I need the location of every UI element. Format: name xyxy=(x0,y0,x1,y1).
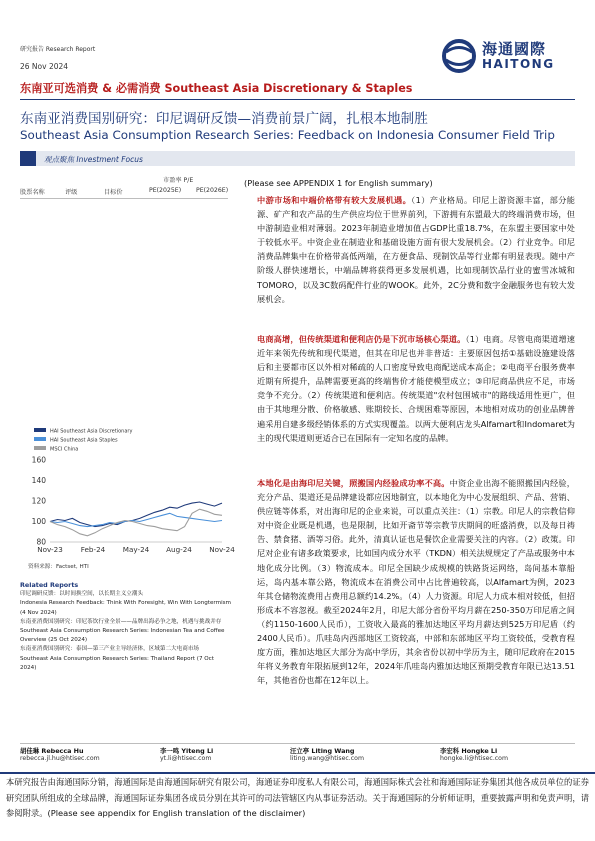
analyst-block xyxy=(160,746,213,762)
related-item[interactable]: 东南亚消费国别研究：泰国—第三产业主导经济体，区域第二大电商市场 xyxy=(20,646,200,653)
x-tick-label: Nov-23 xyxy=(37,545,63,554)
legend-label: HAI Southeast Asia Staples xyxy=(50,437,118,444)
haitong-logo-icon xyxy=(442,39,476,73)
report-date: 26 Nov 2024 xyxy=(20,62,69,71)
paragraph-2-heading: 电商高增，但传统渠道和便利店仍是下沉市场核心渠道。 xyxy=(257,334,466,344)
paragraph-3-text: 中资企业出海不能照搬国内经验，充分产品、渠道还是品牌建设都应因地制宜，以本地化为中心发展组织、产品、营销、供应链等体系，对出海印尼的企业来说，可以重点关注：（1）宗教。印尼人的宗教信仰对中资企业既是机遇，也是限制，比如开斋节等宗教节庆期间的旺盛消费，以及每日祷告、禁食猪、酒等习俗。此外，清真认证也是餐饮企业需要关注的内容。（2）政策。印尼对企业有诸多政策要求，比如国内成分水平（TKDN）相关法规规定了产品或服务中本地化成分比例。（3）物流成本。印尼全国缺少成规模的铁路货运网络，岛间基本靠船运，岛内基本靠公路，物流成本在消费公司中占比普遍较高，以Alfamart为例，2023年其仓储物流费用占费用总额约14.2%。（4）人力资源。印尼人力成本相对较低，但招形成本不容忽视。截至2024年2月，印尼大部分省份平均月薪在250-350万印尼盾之间（约1150-1600人民币），工资收入最高的雅加达地区平均月薪达到525万印尼盾（约2400人民币）。爪哇岛内西部地区工资较高，中部和东部地区平均工资较低，受教育程度方面，雅加达地区大部分为高中学历，其余省份以初中学历为主，随印尼政府在2015年将义务教育年限拓展到12年，2024年爪哇岛内雅加达地区预期受教育年限已达13.51年，其他省份也都在12年以上。 xyxy=(257,478,575,686)
analyst-block xyxy=(440,746,508,762)
analyst-name: 李宏科 Hongke Li xyxy=(440,747,498,755)
y-tick-label: 100 xyxy=(31,517,46,526)
analyst-name: 汪立亭 Liting Wang xyxy=(290,747,355,755)
analyst-block xyxy=(290,746,364,762)
y-tick-label: 120 xyxy=(31,496,46,506)
legend-swatch xyxy=(34,446,46,450)
x-tick-label: Nov-24 xyxy=(209,545,235,554)
chart-container xyxy=(20,424,235,559)
paragraph-3 xyxy=(257,476,575,687)
analyst-email[interactable]: hongke.li@htisec.com xyxy=(440,755,508,762)
legend-label: MSCI China xyxy=(50,446,79,453)
legend-swatch xyxy=(34,428,46,432)
chart-source: 资料来源：Factset, HTI xyxy=(28,564,89,570)
related-heading: Related Reports xyxy=(20,581,79,589)
y-tick-label: 140 xyxy=(31,476,46,485)
x-tick-label: Aug-24 xyxy=(166,545,192,554)
paragraph-2-text: （1）电商。尽管电商渠道增速近年来领先传统和现代渠道，但其在印尼也并非普适：主要原因包括①基础设施建设落后和主要都市区以外相对稀疏的人口密度导致电商配送成本高企；②电商平台服务费率近期有所提升，品牌需要更高的终端售价才能使模型成立；③印尼商品供应不足，市场竞争不充分。（2）传统渠道和便利店。传统渠道"农村包围城市"的路线适用性更广，但由于其地理分散、价格敏感、账期较长、合规困难等原因，本地相对成功的创业品牌普遍采用自建多级经销体系的方式实现覆盖。以两大便利店龙头Alfamart和Indomaret为主的现代渠道则更适合已在国际有一定知名度的品牌。 xyxy=(257,334,575,443)
col-stock: 股票名称 xyxy=(20,189,45,196)
disclaimer: 本研究报告由海通国际分销，海通国际是由海通国际研究有限公司，海通证券印度私人有限公司，海通国际株式会社和海通国际证券集团其他各成员单位的证券研究团队所组成的全球品牌，海通国际证券集团各成员分别在其许可的司法管辖区内从事证券活动。关于海通国际的分析师证明，重要披露声明和免责声明，请参阅附录。(Please see appendix for English translation of the disclaimer) xyxy=(6,777,589,818)
sector-title: 东南亚可选消费 & 必需消费 Southeast Asia Discretionary & Staples xyxy=(20,82,413,95)
y-tick-label: 80 xyxy=(36,537,46,547)
appendix-note: (Please see APPENDIX 1 for English summary) xyxy=(244,178,433,188)
paragraph-1-heading: 中游市场和中端价格带有较大发展机遇。 xyxy=(257,195,412,205)
col-pe26: PE(2026E) xyxy=(196,187,229,194)
x-tick-label: Feb-24 xyxy=(80,545,106,554)
report-type: 研究报告 Research Report xyxy=(20,46,96,53)
related-item[interactable]: 东南亚消费国别研究：印尼茶饮行业全景——品牌出海必争之地，机遇与挑战并存 xyxy=(20,618,222,625)
related-reports xyxy=(20,581,232,673)
paragraph-1-text: （1）产业格局。印尼上游资源丰富，部分能源、矿产和农产品的生产供应均位于世界前列，下游拥有东盟最大的终端消费市场，但中游制造业相对薄弱。2023年制造业增加值占GDP比重18.7%，在东盟主要国家中处于较低水平。中资企业在制造业和基础设施方面有很大发展机会。（2）行业竞争。印尼消费品牌集中在价格带高低两端，在方便食品、现制饮品等行业都有明显表现。随中产阶级人群快速增长，中端品牌将获得更多发展机遇，比如现制饮品行业的蜜雪冰城和TOMORO，以及3C数码配件行业的WOOK。此外，2C分费和数字金融服务也有较大发展机会。 xyxy=(257,195,575,304)
x-tick-label: May-24 xyxy=(122,545,150,554)
title-cn: 东南亚消费国别研究：印尼调研反馈—消费前景广阔，扎根本地制胜 xyxy=(20,111,428,127)
analyst-email[interactable]: yt.li@htisec.com xyxy=(160,755,212,762)
related-item[interactable]: 印尼调研反馈：以时间换空间，以长期主义立潮头 xyxy=(20,591,144,598)
legend-swatch xyxy=(34,437,46,441)
analyst-block xyxy=(20,746,100,762)
focus-marker xyxy=(20,151,36,166)
brand-en: HAITONG xyxy=(482,57,555,71)
title-en: Southeast Asia Consumption Research Series: Feedback on Indonesia Consumer Field Trip xyxy=(20,128,555,142)
col-target: 目标价 xyxy=(104,189,123,196)
col-pe25: PE(2025E) xyxy=(149,187,182,194)
series-line xyxy=(50,509,222,536)
focus-label: 观点聚焦 Investment Focus xyxy=(44,155,143,164)
legend-label: HAI Southeast Asia Discretionary xyxy=(50,428,133,435)
performance-chart xyxy=(20,424,235,559)
paragraph-2 xyxy=(257,332,575,445)
analyst-email[interactable]: liting.wang@htisec.com xyxy=(290,755,364,762)
paragraph-1 xyxy=(257,193,575,306)
related-item[interactable]: Southeast Asia Consumption Research Series: Thailand Report (7 Oct 2024) xyxy=(20,655,214,671)
y-tick-label: 160 xyxy=(31,455,46,465)
analyst-name: 胡佳琳 Rebecca Hu xyxy=(20,747,84,755)
related-item[interactable]: Indonesia Research Feedback: Think With Foresight, Win With Longtermism (4 Nov 2024) xyxy=(20,600,231,616)
related-item[interactable]: Southeast Asia Consumption Research Series: Indonesian Tea and Coffee Overview (25 Oct 2024) xyxy=(20,628,225,644)
analyst-name: 李一鸣 Yiteng Li xyxy=(160,747,214,755)
analyst-email[interactable]: rebecca.jl.hu@htisec.com xyxy=(20,755,100,762)
haitong-logo xyxy=(442,38,572,74)
col-pe-top: 市盈率 P/E xyxy=(163,177,194,184)
paragraph-3-heading: 本地化是由海印尼关键，照搬国内经验成功率不高。 xyxy=(257,478,450,488)
brand-cn: 海通國際 xyxy=(482,40,547,58)
col-rating: 评级 xyxy=(65,189,78,196)
